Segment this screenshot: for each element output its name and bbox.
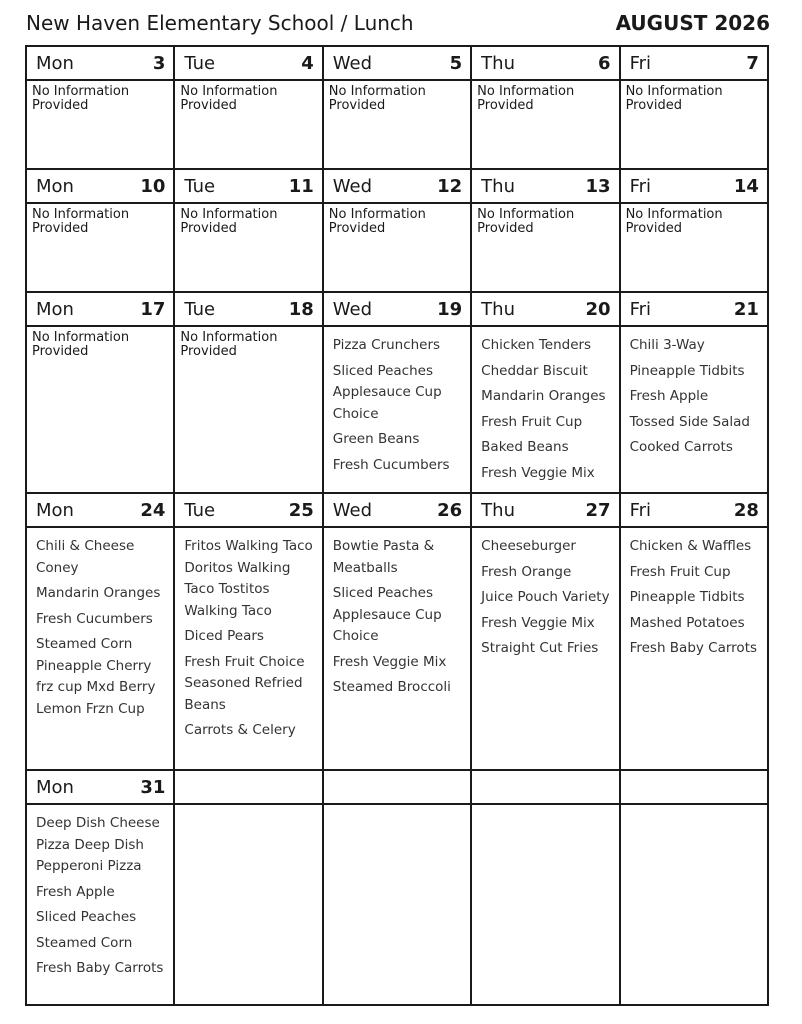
day-number: 24 <box>140 499 166 521</box>
school-title: New Haven Elementary School / Lunch <box>26 11 414 35</box>
day-cell <box>472 293 620 492</box>
day-cell <box>621 170 769 291</box>
menu-item: Sliced Peaches Applesauce Cup Choice <box>332 362 442 422</box>
menu-item: Diced Pears <box>184 628 264 644</box>
calendar-week <box>27 771 769 1006</box>
day-menu <box>621 805 767 1004</box>
day-menu <box>175 528 321 769</box>
day-number: 31 <box>140 776 166 798</box>
no-information-text: No Information Provided <box>32 84 130 113</box>
menu-item: Fresh Cucumbers <box>36 610 153 627</box>
day-menu <box>27 805 173 1004</box>
day-header <box>175 771 321 805</box>
day-cell <box>621 494 769 769</box>
day-cell <box>175 293 323 492</box>
day-menu <box>27 327 173 492</box>
menu-item: Tossed Side Salad <box>629 413 750 430</box>
day-cell <box>324 170 472 291</box>
day-header <box>472 47 618 81</box>
day-number: 12 <box>437 175 463 197</box>
menu-item: Green Beans <box>332 431 420 447</box>
day-header <box>324 47 470 81</box>
menu-item: Fritos Walking Taco Doritos Walking Taco Tostitos Walking Taco <box>184 538 313 619</box>
no-information-text: No Information Provided <box>180 207 278 236</box>
day-header <box>472 771 618 805</box>
day-menu <box>175 327 321 492</box>
day-number: 11 <box>288 175 314 197</box>
day-name: Wed <box>332 175 373 197</box>
no-information-text: No Information Provided <box>32 330 130 359</box>
day-cell <box>27 170 175 291</box>
menu-item: Baked Beans <box>481 439 569 455</box>
menu-item: Steamed Corn <box>36 934 133 951</box>
menu-list <box>333 532 464 699</box>
menu-list <box>630 532 761 660</box>
no-information-text: No Information Provided <box>625 207 723 236</box>
day-name: Tue <box>184 298 216 320</box>
day-cell <box>175 170 323 291</box>
menu-item: Mandarin Oranges <box>36 585 161 601</box>
day-menu <box>621 81 767 168</box>
calendar-week <box>27 494 769 771</box>
day-cell <box>175 47 323 168</box>
lunch-calendar <box>25 45 769 1006</box>
menu-item: Chili & Cheese Coney <box>36 538 135 576</box>
menu-item: Chicken & Waffles <box>629 538 752 554</box>
day-number: 27 <box>585 499 611 521</box>
no-information-text: No Information Provided <box>477 207 575 236</box>
menu-item: Bowtie Pasta & Meatballs <box>332 538 435 576</box>
day-header <box>27 771 173 805</box>
day-number: 18 <box>288 298 314 320</box>
calendar-week <box>27 293 769 494</box>
menu-list <box>481 532 612 660</box>
day-header <box>27 170 173 204</box>
menu-item: Pizza Crunchers <box>332 337 441 353</box>
menu-item: Sliced Peaches Applesauce Cup Choice <box>332 585 442 644</box>
day-header <box>175 293 321 327</box>
day-name: Wed <box>332 298 373 320</box>
day-header <box>324 494 470 528</box>
day-menu <box>472 81 618 168</box>
menu-item: Fresh Veggie Mix <box>332 653 447 670</box>
no-information-text: No Information Provided <box>625 84 723 113</box>
menu-item: Cheddar Biscuit <box>481 362 588 379</box>
menu-item: Fresh Fruit Choice Seasoned Refried Beans <box>184 653 305 713</box>
calendar-week <box>27 170 769 293</box>
day-header <box>324 293 470 327</box>
day-name: Fri <box>629 52 652 74</box>
menu-item: Mandarin Oranges <box>481 388 606 404</box>
day-menu <box>621 528 767 769</box>
menu-item: Fresh Apple <box>36 883 115 900</box>
menu-item: Fresh Fruit Cup <box>629 563 731 580</box>
menu-item: Fresh Cucumbers <box>332 456 450 473</box>
day-header <box>175 170 321 204</box>
day-number: 14 <box>733 175 759 197</box>
day-menu <box>175 81 321 168</box>
day-name: Mon <box>36 776 74 798</box>
day-number: 21 <box>733 298 759 320</box>
no-information-text: No Information Provided <box>32 207 130 236</box>
menu-item: Chili 3-Way <box>629 337 705 353</box>
day-header <box>621 293 767 327</box>
day-menu <box>324 528 470 769</box>
day-menu <box>621 327 767 492</box>
menu-item: Carrots & Celery <box>184 722 296 738</box>
day-menu <box>621 204 767 291</box>
day-name: Tue <box>184 175 216 197</box>
no-information-text: No Information Provided <box>328 207 426 236</box>
day-name: Mon <box>36 52 74 74</box>
menu-item: Pineapple Tidbits <box>629 362 745 379</box>
menu-item: Deep Dish Cheese Pizza Deep Dish Pepperoni Pizza <box>36 815 160 874</box>
day-cell <box>175 494 323 769</box>
day-cell <box>472 494 620 769</box>
menu-item: Fresh Baby Carrots <box>629 640 758 656</box>
menu-item: Fresh Apple <box>629 388 709 404</box>
menu-list <box>36 809 167 980</box>
menu-item: Sliced Peaches <box>36 909 137 925</box>
menu-list <box>36 532 167 720</box>
day-name: Tue <box>184 499 216 521</box>
day-name: Thu <box>481 175 515 197</box>
menu-item: Fresh Veggie Mix <box>481 464 595 481</box>
day-name: Fri <box>629 175 652 197</box>
day-cell <box>324 293 472 492</box>
day-cell <box>472 47 620 168</box>
day-menu <box>324 204 470 291</box>
empty-day-cell <box>324 771 472 1004</box>
day-menu <box>175 204 321 291</box>
menu-item: Fresh Orange <box>481 563 572 580</box>
day-name: Mon <box>36 298 74 320</box>
day-header <box>621 170 767 204</box>
day-menu <box>472 204 618 291</box>
day-number: 6 <box>598 52 611 74</box>
no-information-text: No Information Provided <box>477 84 575 113</box>
empty-day-cell <box>175 771 323 1004</box>
menu-item: Fresh Baby Carrots <box>36 960 164 976</box>
menu-item: Cheeseburger <box>481 538 576 554</box>
no-information-text: No Information Provided <box>180 84 278 113</box>
menu-item: Juice Pouch Variety <box>481 589 610 605</box>
day-header <box>472 494 618 528</box>
day-menu <box>27 204 173 291</box>
day-name: Mon <box>36 499 74 521</box>
day-name: Fri <box>629 298 652 320</box>
day-name: Thu <box>481 52 515 74</box>
day-number: 25 <box>288 499 314 521</box>
day-number: 7 <box>746 52 759 74</box>
day-cell <box>27 47 175 168</box>
day-header <box>27 293 173 327</box>
day-number: 13 <box>585 175 611 197</box>
day-menu <box>472 528 618 769</box>
menu-item: Cooked Carrots <box>629 439 733 455</box>
empty-day-cell <box>621 771 769 1004</box>
day-menu <box>324 81 470 168</box>
menu-list <box>481 331 612 484</box>
page-header <box>26 8 770 38</box>
day-header <box>175 47 321 81</box>
menu-item: Pineapple Tidbits <box>629 589 745 605</box>
day-cell <box>324 47 472 168</box>
day-header <box>621 494 767 528</box>
day-number: 20 <box>585 298 611 320</box>
no-information-text: No Information Provided <box>180 330 278 359</box>
day-cell <box>324 494 472 769</box>
day-name: Fri <box>629 499 652 521</box>
empty-day-cell <box>472 771 620 1004</box>
day-menu <box>324 805 470 1004</box>
day-number: 19 <box>437 298 463 320</box>
day-name: Wed <box>332 499 373 521</box>
day-menu <box>175 805 321 1004</box>
day-name: Wed <box>332 52 373 74</box>
day-number: 4 <box>301 52 314 74</box>
day-menu <box>472 327 618 492</box>
day-header <box>324 771 470 805</box>
menu-item: Fresh Fruit Cup <box>481 413 583 430</box>
day-header <box>472 293 618 327</box>
day-number: 10 <box>140 175 166 197</box>
day-name: Thu <box>481 298 515 320</box>
menu-list <box>333 331 464 476</box>
day-cell <box>621 293 769 492</box>
day-cell <box>27 293 175 492</box>
day-cell <box>27 494 175 769</box>
day-header <box>175 494 321 528</box>
menu-item: Straight Cut Fries <box>481 640 599 656</box>
menu-list <box>630 331 761 459</box>
day-header <box>472 170 618 204</box>
day-header <box>621 47 767 81</box>
day-number: 17 <box>140 298 166 320</box>
day-menu <box>27 528 173 769</box>
day-menu <box>472 805 618 1004</box>
day-cell <box>472 170 620 291</box>
day-name: Tue <box>184 52 216 74</box>
day-cell <box>27 771 175 1004</box>
day-name: Mon <box>36 175 74 197</box>
day-number: 28 <box>733 499 759 521</box>
menu-item: Chicken Tenders <box>481 337 592 353</box>
day-number: 5 <box>449 52 463 74</box>
day-menu <box>324 327 470 492</box>
menu-item: Steamed Broccoli <box>332 679 451 695</box>
day-header <box>621 771 767 805</box>
day-header <box>27 47 173 81</box>
day-header <box>324 170 470 204</box>
no-information-text: No Information Provided <box>328 84 426 113</box>
menu-item: Fresh Veggie Mix <box>481 614 595 631</box>
day-menu <box>27 81 173 168</box>
day-number: 3 <box>152 52 166 74</box>
month-title: AUGUST 2026 <box>615 11 770 35</box>
menu-item: Steamed Corn Pineapple Cherry frz cup Mxd Berry Lemon Frzn Cup <box>36 636 156 717</box>
day-number: 26 <box>437 499 463 521</box>
menu-list <box>184 532 315 742</box>
day-header <box>27 494 173 528</box>
menu-item: Mashed Potatoes <box>629 614 745 631</box>
day-name: Thu <box>481 499 515 521</box>
day-cell <box>621 47 769 168</box>
calendar-week <box>27 47 769 170</box>
